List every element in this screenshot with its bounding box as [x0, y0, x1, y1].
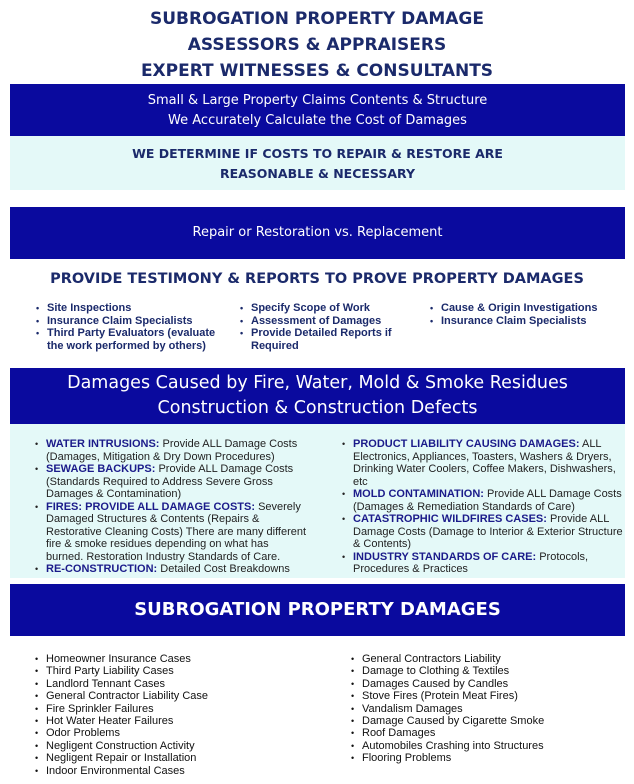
- damage-item: [342, 488, 624, 513]
- determine-section: [10, 136, 625, 190]
- damage-label: SEWAGE BACKUPS:: [46, 463, 156, 475]
- determine-line: WE DETERMINE IF COSTS TO REPAIR & RESTORE ARE: [132, 146, 503, 161]
- damage-label: WATER INTRUSIONS:: [46, 438, 160, 450]
- service-item: • Third Party Evaluators (evaluate the work performed by others): [36, 327, 216, 352]
- damage-label: INDUSTRY STANDARDS OF CARE:: [353, 550, 537, 563]
- title-line: SUBROGATION PROPERTY DAMAGE: [150, 9, 484, 29]
- subrogation-banner: SUBROGATION PROPERTY DAMAGES: [10, 584, 625, 636]
- subrogation-list: [351, 653, 621, 765]
- subrogation-item: • Landlord Tennant Cases: [35, 678, 335, 690]
- damage-item: [342, 513, 624, 551]
- damage-item: [35, 438, 307, 463]
- damage-desc: Provide ALL Damage Costs (Damage to Interior & Exterior Structure & Contents): [353, 513, 623, 550]
- service-item: • Site Inspections: [36, 302, 216, 315]
- banner-line: We Accurately Calculate the Cost of Damages: [168, 113, 467, 128]
- subrogation-item: • Damages Caused by Candles: [351, 678, 621, 690]
- damage-desc: Provide ALL Damage Costs (Damages, Mitigation & Dry Down Procedures): [46, 438, 298, 463]
- service-item: • Provide Detailed Reports if Required: [240, 327, 410, 352]
- damage-label: FIRES: PROVIDE ALL DAMAGE COSTS:: [46, 500, 256, 513]
- subrogation-item: • Negligent Construction Activity: [35, 740, 335, 752]
- subrogation-item: • Flooring Problems: [351, 752, 621, 764]
- services-list: [36, 302, 216, 352]
- subrogation-item: • Odor Problems: [35, 727, 335, 739]
- subrogation-item: • Hot Water Heater Failures: [35, 715, 335, 727]
- banner-line: Small & Large Property Claims Contents & Structure: [147, 93, 488, 108]
- services-list: [240, 302, 410, 352]
- damage-item: [35, 563, 307, 576]
- service-item: • Cause & Origin Investigations: [430, 302, 620, 315]
- page-title: [0, 6, 634, 84]
- services-list: [430, 302, 620, 327]
- subrogation-item: • Automobiles Crashing into Structures: [351, 740, 621, 752]
- damages-banner: [10, 368, 625, 424]
- subrogation-item: • General Contractor Liability Case: [35, 690, 335, 702]
- service-item: • Specify Scope of Work: [240, 302, 410, 315]
- subrogation-item: • Damage to Clothing & Textiles: [351, 665, 621, 677]
- damage-label: PRODUCT LIABILITY CAUSING DAMAGES:: [353, 438, 580, 450]
- subrogation-item: • Fire Sprinkler Failures: [35, 703, 335, 715]
- service-item: • Insurance Claim Specialists: [430, 315, 620, 328]
- repair-banner: Repair or Restoration vs. Replacement: [10, 207, 625, 259]
- service-item: • Assessment of Damages: [240, 315, 410, 328]
- damage-desc: Detailed Cost Breakdowns: [157, 563, 290, 575]
- damage-item: [35, 501, 307, 564]
- service-item: • Insurance Claim Specialists: [36, 315, 216, 328]
- damage-item: [342, 438, 624, 488]
- subrogation-item: • Indoor Environmental Cases: [35, 765, 335, 777]
- damages-list: [35, 438, 307, 576]
- damage-desc: Protocols, Procedures & Practices: [353, 550, 589, 575]
- subrogation-item: • Vandalism Damages: [351, 703, 621, 715]
- damage-label: MOLD CONTAMINATION:: [353, 488, 484, 500]
- title-line: EXPERT WITNESSES & CONSULTANTS: [140, 61, 494, 81]
- subrogation-item: • Damage Caused by Cigarette Smoke: [351, 715, 621, 727]
- damage-desc: ALL Electronics, Appliances, Toasters, Washers & Dryers, Drinking Water Coolers, Coffee Makers, Dishwashers, etc: [353, 438, 616, 488]
- damage-desc: Provide ALL Damage Costs (Damages & Remediation Standards of Care): [353, 488, 622, 513]
- damage-label: RE-CONSTRUCTION:: [46, 563, 158, 575]
- banner-line: Damages Caused by Fire, Water, Mold & Smoke Residues: [67, 373, 568, 393]
- damage-desc: Provide ALL Damage Costs (Standards Required to Address Severe Gross Damages & Contamination): [46, 463, 294, 500]
- subrogation-item: • Negligent Repair or Installation: [35, 752, 335, 764]
- damage-item: [342, 551, 624, 576]
- subrogation-item: • Stove Fires (Protein Meat Fires): [351, 690, 621, 702]
- testimony-heading: PROVIDE TESTIMONY & REPORTS TO PROVE PROPERTY DAMAGES: [50, 271, 584, 287]
- subrogation-item: • General Contractors Liability: [351, 653, 621, 665]
- subrogation-item: • Roof Damages: [351, 727, 621, 739]
- damages-list: [342, 438, 624, 576]
- subrogation-item: • Third Party Liability Cases: [35, 665, 335, 677]
- title-line: ASSESSORS & APPRAISERS: [187, 35, 447, 55]
- claims-banner: [10, 84, 625, 136]
- damage-item: [35, 463, 307, 501]
- damage-desc: Severely Damaged Structures & Contents (Repairs & Restorative Cleaning Costs) There are many different fire & smoke residues depending on what has burned. Restoration Industry Standards of Care.: [46, 500, 307, 563]
- subrogation-list: [35, 653, 335, 777]
- banner-line: Construction & Construction Defects: [157, 398, 478, 418]
- subrogation-item: • Homeowner Insurance Cases: [35, 653, 335, 665]
- determine-line: REASONABLE & NECESSARY: [219, 166, 416, 181]
- damage-label: CATASTROPHIC WILDFIRES CASES:: [353, 513, 547, 525]
